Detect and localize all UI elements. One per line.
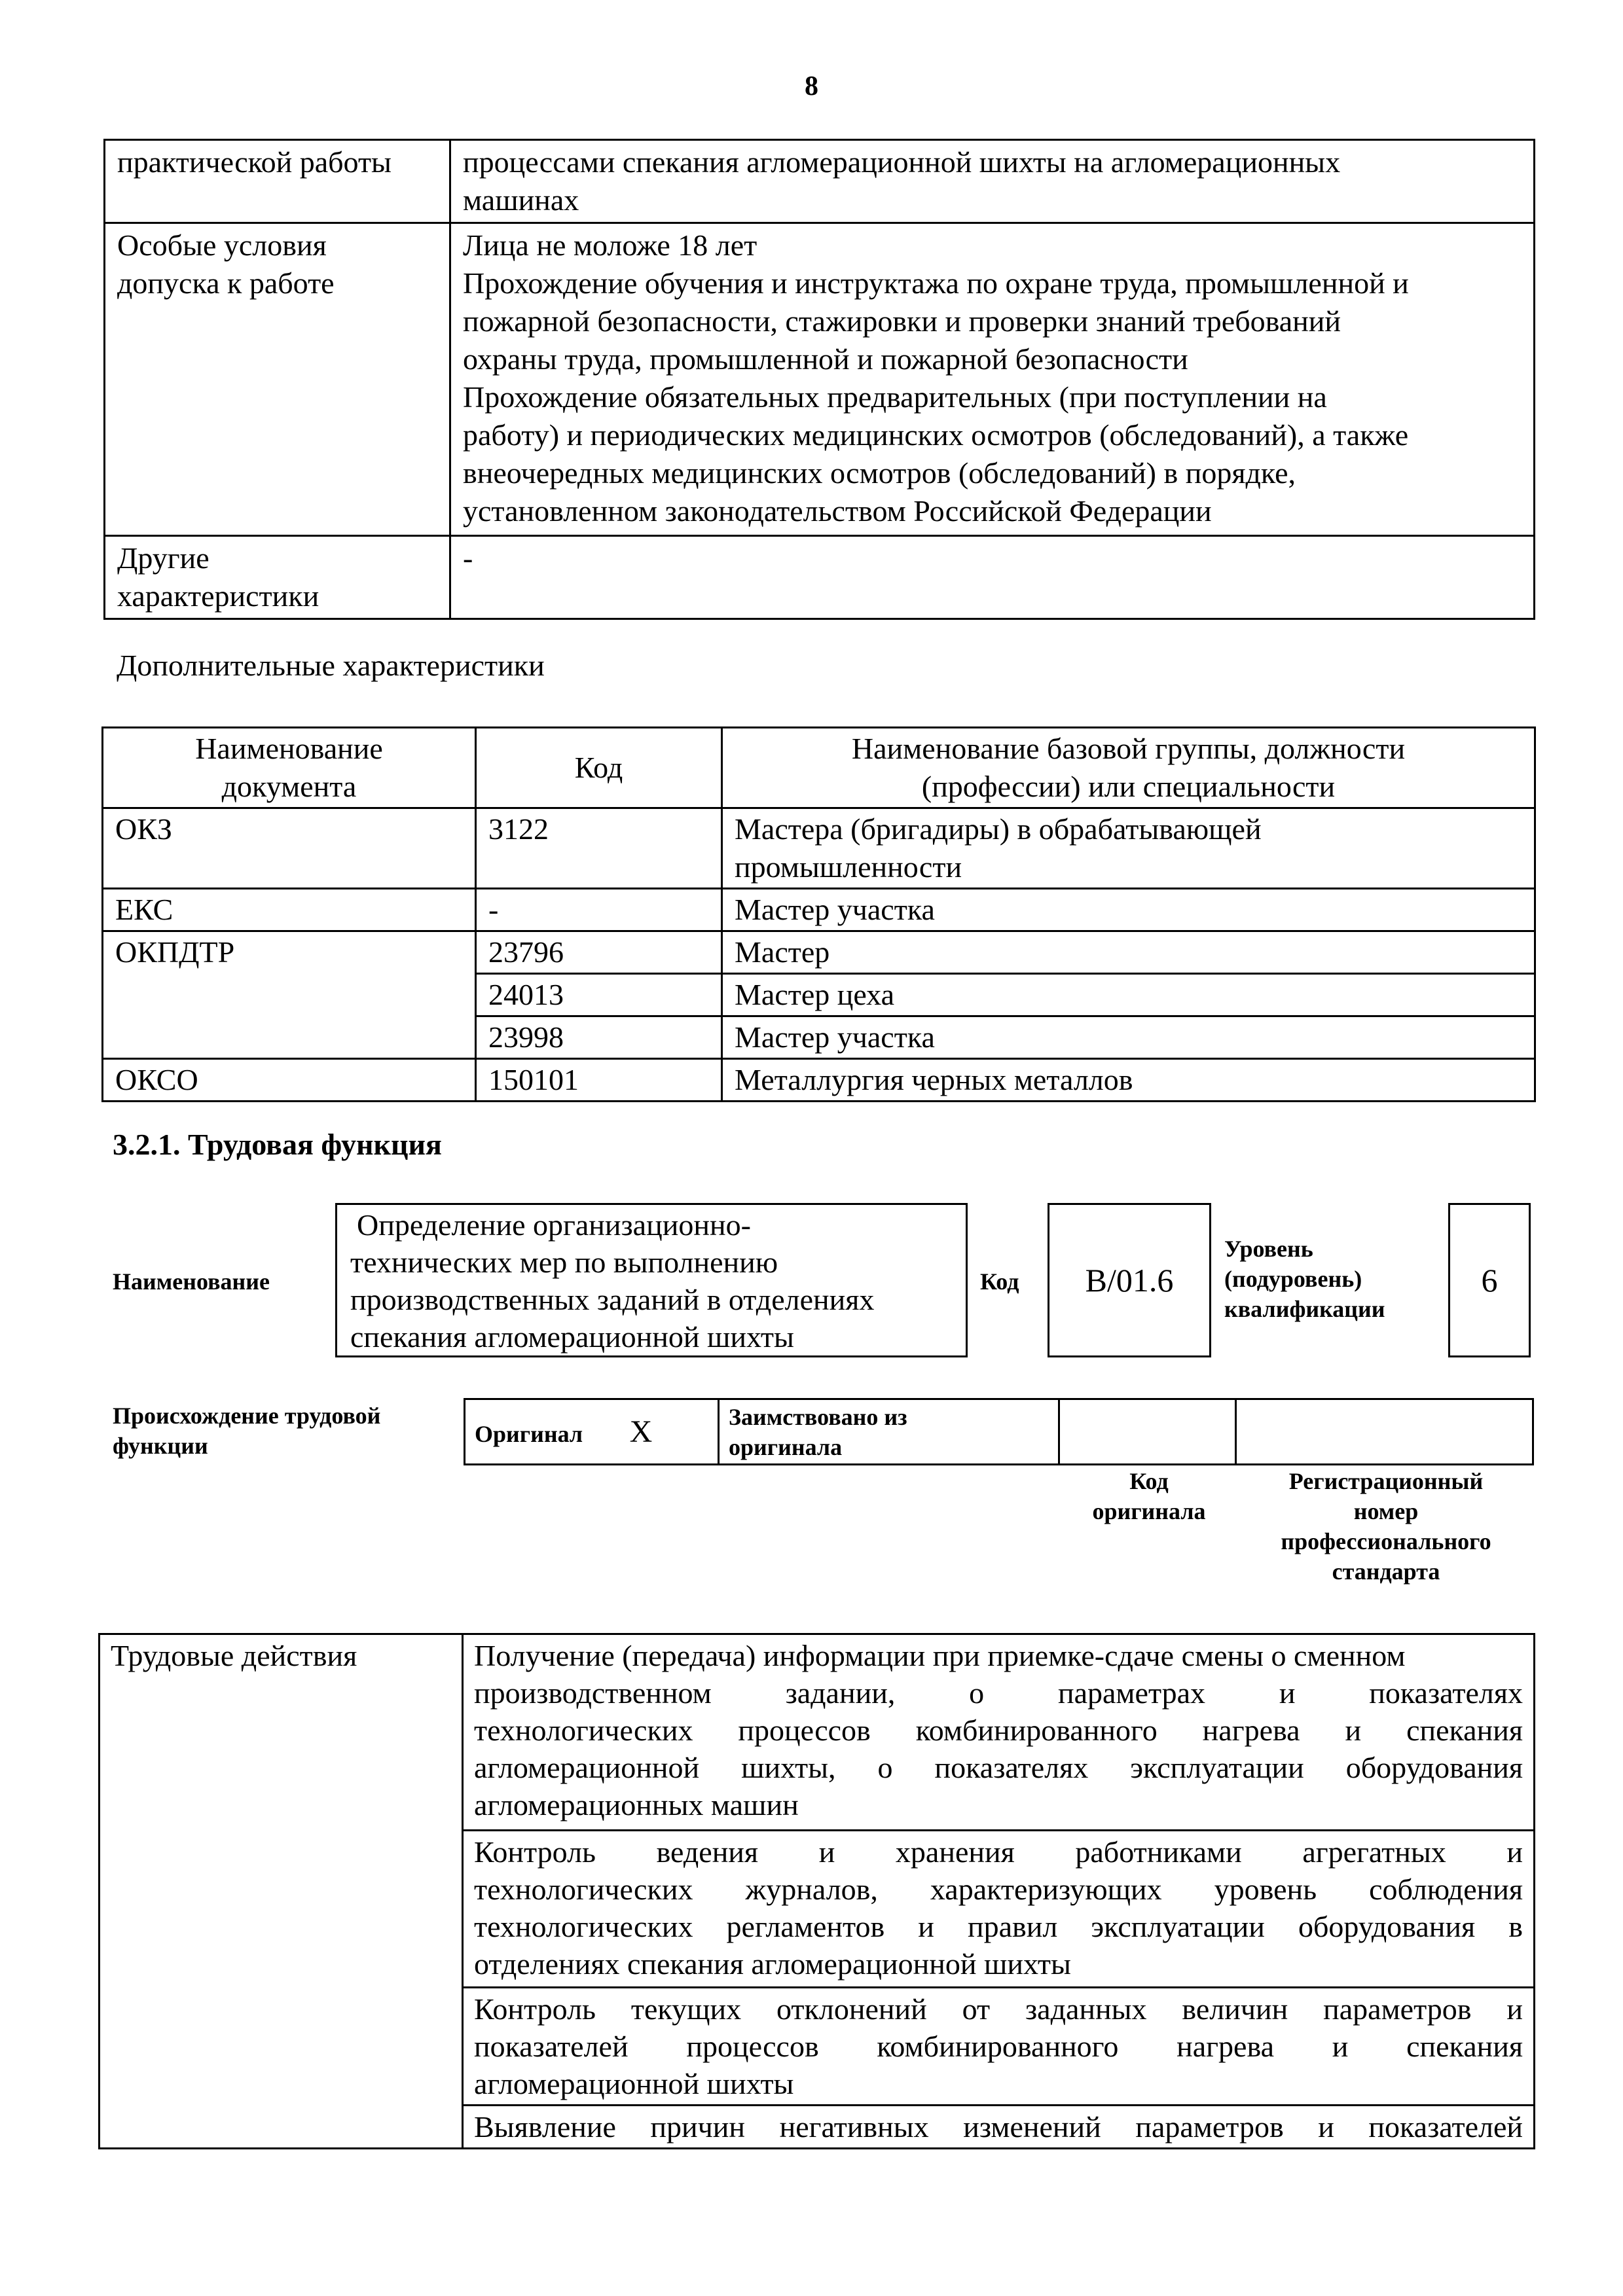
value-line: процессами спекания агломерационной шихты на агломерационных: [463, 145, 1341, 179]
labor-actions-table: [98, 1633, 1535, 2149]
header-line: (профессии) или специальности: [921, 770, 1336, 803]
caption-line: стандарта: [1332, 1558, 1440, 1585]
cell-name: Мастер цеха: [722, 974, 1535, 1016]
page-number: 8: [805, 71, 818, 101]
cell-code: 24013: [476, 974, 722, 1016]
action-line: Контроль ведения и хранения работниками агрегатных и: [474, 1835, 1523, 1869]
table-row: [465, 1399, 1533, 1465]
value-line: -: [463, 541, 473, 575]
table-row: [103, 889, 1535, 931]
value-line: машинах: [463, 183, 579, 217]
function-name-line: спекания агломерационной шихты: [350, 1320, 794, 1354]
cell-name: Мастер участка: [722, 889, 1535, 931]
header-line: Наименование: [195, 732, 383, 765]
action-line: агломерационной шихты: [474, 2067, 794, 2100]
name-line: Мастера (бригадиры) в обрабатывающей: [735, 812, 1262, 846]
registration-number-cell: [1236, 1399, 1533, 1465]
caption-line: Регистрационный: [1288, 1468, 1484, 1494]
original-label: Оригинал: [475, 1420, 583, 1447]
origin-table: [464, 1398, 1534, 1465]
value-line: Лица не моложе 18 лет: [463, 228, 757, 262]
actions-label: Трудовые действия: [100, 1634, 463, 2149]
function-name-line: Определение организационно-: [357, 1208, 751, 1242]
action-line: технологических журналов, характеризующих уровень соблюдения: [474, 1873, 1523, 1906]
table-row: [103, 974, 1535, 1016]
borrowed-line: оригинала: [729, 1433, 843, 1460]
table-row: [105, 536, 1535, 619]
cell-doc: [103, 974, 476, 1016]
level-label-line: Уровень: [1224, 1236, 1313, 1262]
label-line: допуска к работе: [117, 266, 335, 300]
level-value: 6: [1481, 1262, 1498, 1299]
cell-doc: ОКПДТР: [103, 931, 476, 974]
label-line: характеристики: [117, 579, 319, 613]
row-value-other: [450, 536, 1535, 619]
value-line: установленном законодательством Российской Федерации: [463, 494, 1212, 528]
action-item: [463, 1988, 1535, 2106]
row-label-practice: [105, 140, 450, 223]
value-line: внеочередных медицинских осмотров (обследований) в порядке,: [463, 456, 1296, 490]
additional-title: Дополнительные характеристики: [117, 649, 545, 682]
original-code-cell: [1059, 1399, 1236, 1465]
function-name-box: [335, 1203, 968, 1357]
value-line: охраны труда, промышленной и пожарной безопасности: [463, 342, 1188, 376]
table-row: [103, 1059, 1535, 1102]
origin-label-line: функции: [113, 1433, 208, 1459]
action-line: Выявление причин негативных изменений параметров и показателей: [474, 2110, 1523, 2144]
cell-code: -: [476, 889, 722, 931]
value-line: работу) и периодических медицинских осмотров (обследований), а также: [463, 418, 1409, 452]
action-line: отделениях спекания агломерационной шихты: [474, 1947, 1071, 1981]
caption-line: профессионального: [1281, 1528, 1491, 1554]
origin-label-line: Происхождение трудовой: [113, 1403, 381, 1429]
action-line: технологических регламентов и правил эксплуатации оборудования в: [474, 1910, 1523, 1943]
original-cell: [465, 1399, 719, 1465]
header-doc: [103, 728, 476, 808]
name-line: промышленности: [735, 850, 962, 884]
function-name-line: технических мер по выполнению: [350, 1246, 778, 1279]
header-line: Наименование базовой группы, должности: [851, 732, 1406, 765]
cell-doc: ЕКС: [103, 889, 476, 931]
row-label-other: [105, 536, 450, 619]
caption-line: Код: [1129, 1468, 1169, 1494]
borrowed-cell: [719, 1399, 1059, 1465]
table-row: [103, 1016, 1535, 1059]
table-row: [105, 140, 1535, 223]
cell-name: Мастер участка: [722, 1016, 1535, 1059]
label-line: Другие: [117, 541, 210, 575]
borrowed-line: Заимствовано из: [729, 1403, 907, 1430]
cell-code: 3122: [476, 808, 722, 889]
function-code-box: [1048, 1203, 1211, 1357]
value-line: пожарной безопасности, стажировки и проверки знаний требований: [463, 304, 1341, 338]
cell-doc: ОКСО: [103, 1059, 476, 1102]
requirements-table: [103, 139, 1535, 620]
table-row: [100, 1634, 1535, 1831]
caption-line: номер: [1353, 1498, 1419, 1524]
name-label: Наименование: [113, 1268, 270, 1295]
cell-code: 150101: [476, 1059, 722, 1102]
caption-line: оригинала: [1092, 1498, 1206, 1524]
original-code-caption: [1061, 1466, 1237, 1526]
level-label: [1224, 1234, 1385, 1324]
level-label-line: квалификации: [1224, 1296, 1385, 1322]
table-row: [103, 931, 1535, 974]
table-row: [103, 808, 1535, 889]
header-line: документа: [221, 770, 357, 803]
action-line: технологических процессов комбинированного нагрева и спекания: [474, 1713, 1523, 1747]
value-line: Прохождение обязательных предварительных (при поступлении на: [463, 380, 1327, 414]
action-line: агломерационной шихты, о показателях эксплуатации оборудования: [474, 1751, 1523, 1784]
header-code: Код: [476, 728, 722, 808]
row-value-special-conditions: [450, 223, 1535, 536]
level-box: [1448, 1203, 1531, 1357]
cell-name: Металлургия черных металлов: [722, 1059, 1535, 1102]
row-label-special-conditions: [105, 223, 450, 536]
row-value-practice: [450, 140, 1535, 223]
additional-table: [101, 726, 1536, 1102]
action-item: [463, 2106, 1535, 2149]
level-label-line: (подуровень): [1224, 1266, 1362, 1292]
action-item: [463, 1634, 1535, 1831]
header-name: [722, 728, 1535, 808]
code-label: Код: [980, 1268, 1019, 1295]
function-name-line: производственных заданий в отделениях: [350, 1283, 875, 1316]
cell-doc: ОКЗ: [103, 808, 476, 889]
origin-label: [113, 1401, 380, 1461]
original-mark: X: [629, 1414, 653, 1449]
action-line: производственном задании, о параметрах и показателях: [474, 1676, 1523, 1710]
function-code-value: B/01.6: [1085, 1262, 1174, 1299]
cell-doc: [103, 1016, 476, 1059]
action-line: показателей процессов комбинированного нагрева и спекания: [474, 2030, 1523, 2063]
action-line: агломерационных машин: [474, 1788, 799, 1821]
labor-function-heading: 3.2.1. Трудовая функция: [113, 1128, 442, 1161]
action-line: Контроль текущих отклонений от заданных величин параметров и: [474, 1992, 1523, 2026]
registration-number-caption: [1237, 1466, 1535, 1587]
label-line: Особые условия: [117, 228, 327, 262]
header-row: [103, 728, 1535, 808]
value-line: Прохождение обучения и инструктажа по охране труда, промышленной и: [463, 266, 1409, 300]
cell-code: 23796: [476, 931, 722, 974]
action-item: [463, 1831, 1535, 1988]
cell-name: [722, 808, 1535, 889]
label-line: практической работы: [117, 145, 392, 179]
table-row: [105, 223, 1535, 536]
action-line: Получение (передача) информации при приемке-сдаче смены о сменном: [474, 1639, 1406, 1672]
cell-name: Мастер: [722, 931, 1535, 974]
cell-code: 23998: [476, 1016, 722, 1059]
